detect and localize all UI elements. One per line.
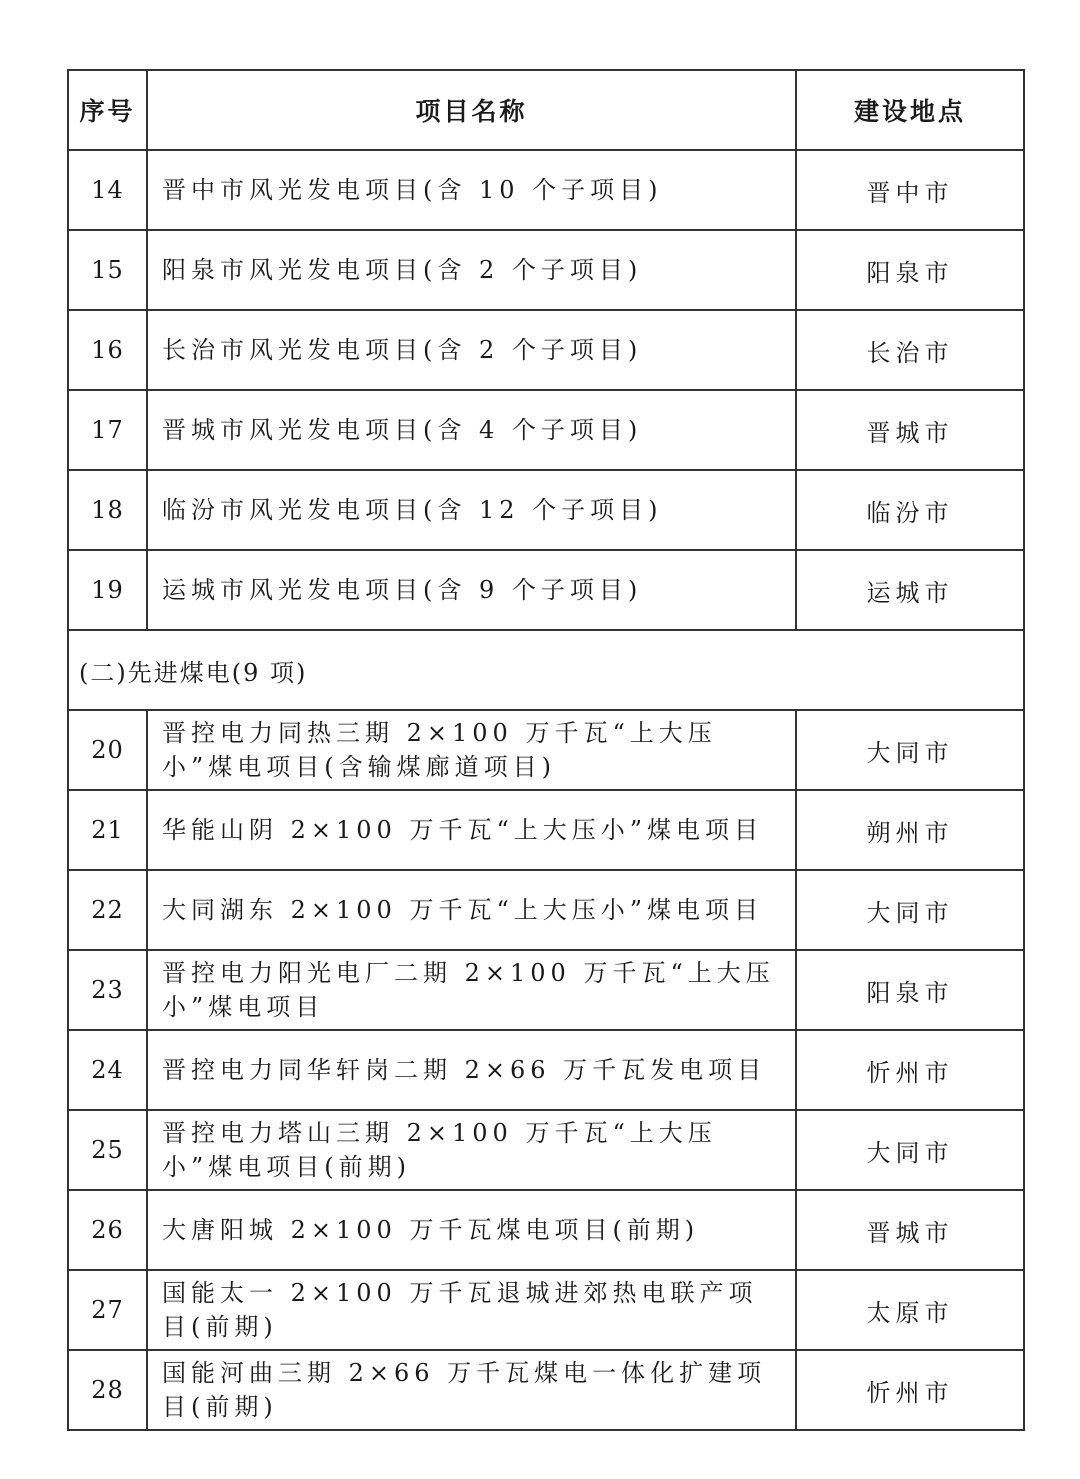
row-index: 26 <box>68 1190 147 1270</box>
header-index: 序号 <box>68 70 147 150</box>
row-name: 华能山阴 2×100 万千瓦“上大压小”煤电项目 <box>147 790 796 870</box>
row-index: 23 <box>68 950 147 1030</box>
table-row <box>68 150 1024 230</box>
row-index: 27 <box>68 1270 147 1350</box>
header-row <box>68 70 1024 150</box>
row-name: 运城市风光发电项目(含 9 个子项目) <box>147 550 796 630</box>
table-row <box>68 710 1024 790</box>
table-row <box>68 1270 1024 1350</box>
header-location: 建设地点 <box>796 70 1024 150</box>
table-row <box>68 790 1024 870</box>
table-row <box>68 470 1024 550</box>
table-row <box>68 1110 1024 1190</box>
row-location: 晋城市 <box>796 1190 1024 1270</box>
row-name: 国能太一 2×100 万千瓦退城进郊热电联产项目(前期) <box>147 1270 796 1350</box>
row-index: 21 <box>68 790 147 870</box>
row-name: 晋控电力塔山三期 2×100 万千瓦“上大压小”煤电项目(前期) <box>147 1110 796 1190</box>
row-location: 晋城市 <box>796 390 1024 470</box>
row-index: 20 <box>68 710 147 790</box>
table-row <box>68 1350 1024 1430</box>
row-index: 17 <box>68 390 147 470</box>
row-index: 28 <box>68 1350 147 1430</box>
row-index: 25 <box>68 1110 147 1190</box>
row-index: 16 <box>68 310 147 390</box>
header-name: 项目名称 <box>147 70 796 150</box>
row-name: 晋控电力阳光电厂二期 2×100 万千瓦“上大压小”煤电项目 <box>147 950 796 1030</box>
row-index: 19 <box>68 550 147 630</box>
table-row <box>68 1030 1024 1110</box>
row-location: 大同市 <box>796 870 1024 950</box>
row-location: 阳泉市 <box>796 950 1024 1030</box>
table-row <box>68 550 1024 630</box>
section-row <box>68 630 1024 710</box>
row-location: 晋中市 <box>796 150 1024 230</box>
project-table <box>67 69 1025 1431</box>
row-name: 晋控电力同华轩岗二期 2×66 万千瓦发电项目 <box>147 1030 796 1110</box>
table-row <box>68 870 1024 950</box>
row-name: 阳泉市风光发电项目(含 2 个子项目) <box>147 230 796 310</box>
row-index: 15 <box>68 230 147 310</box>
row-location: 大同市 <box>796 710 1024 790</box>
row-index: 24 <box>68 1030 147 1110</box>
row-name: 大唐阳城 2×100 万千瓦煤电项目(前期) <box>147 1190 796 1270</box>
row-location: 运城市 <box>796 550 1024 630</box>
row-name: 长治市风光发电项目(含 2 个子项目) <box>147 310 796 390</box>
row-location: 长治市 <box>796 310 1024 390</box>
row-location: 阳泉市 <box>796 230 1024 310</box>
row-name: 晋中市风光发电项目(含 10 个子项目) <box>147 150 796 230</box>
table-row <box>68 390 1024 470</box>
row-name: 晋控电力同热三期 2×100 万千瓦“上大压小”煤电项目(含输煤廊道项目) <box>147 710 796 790</box>
table-row <box>68 230 1024 310</box>
table-row <box>68 950 1024 1030</box>
table-row <box>68 1190 1024 1270</box>
row-name: 国能河曲三期 2×66 万千瓦煤电一体化扩建项目(前期) <box>147 1350 796 1430</box>
row-location: 忻州市 <box>796 1350 1024 1430</box>
table-row <box>68 310 1024 390</box>
row-location: 朔州市 <box>796 790 1024 870</box>
row-location: 太原市 <box>796 1270 1024 1350</box>
row-location: 临汾市 <box>796 470 1024 550</box>
row-name: 大同湖东 2×100 万千瓦“上大压小”煤电项目 <box>147 870 796 950</box>
section-title: (二)先进煤电(9 项) <box>68 630 1024 710</box>
row-name: 晋城市风光发电项目(含 4 个子项目) <box>147 390 796 470</box>
row-index: 14 <box>68 150 147 230</box>
row-location: 大同市 <box>796 1110 1024 1190</box>
row-index: 18 <box>68 470 147 550</box>
row-name: 临汾市风光发电项目(含 12 个子项目) <box>147 470 796 550</box>
row-location: 忻州市 <box>796 1030 1024 1110</box>
row-index: 22 <box>68 870 147 950</box>
